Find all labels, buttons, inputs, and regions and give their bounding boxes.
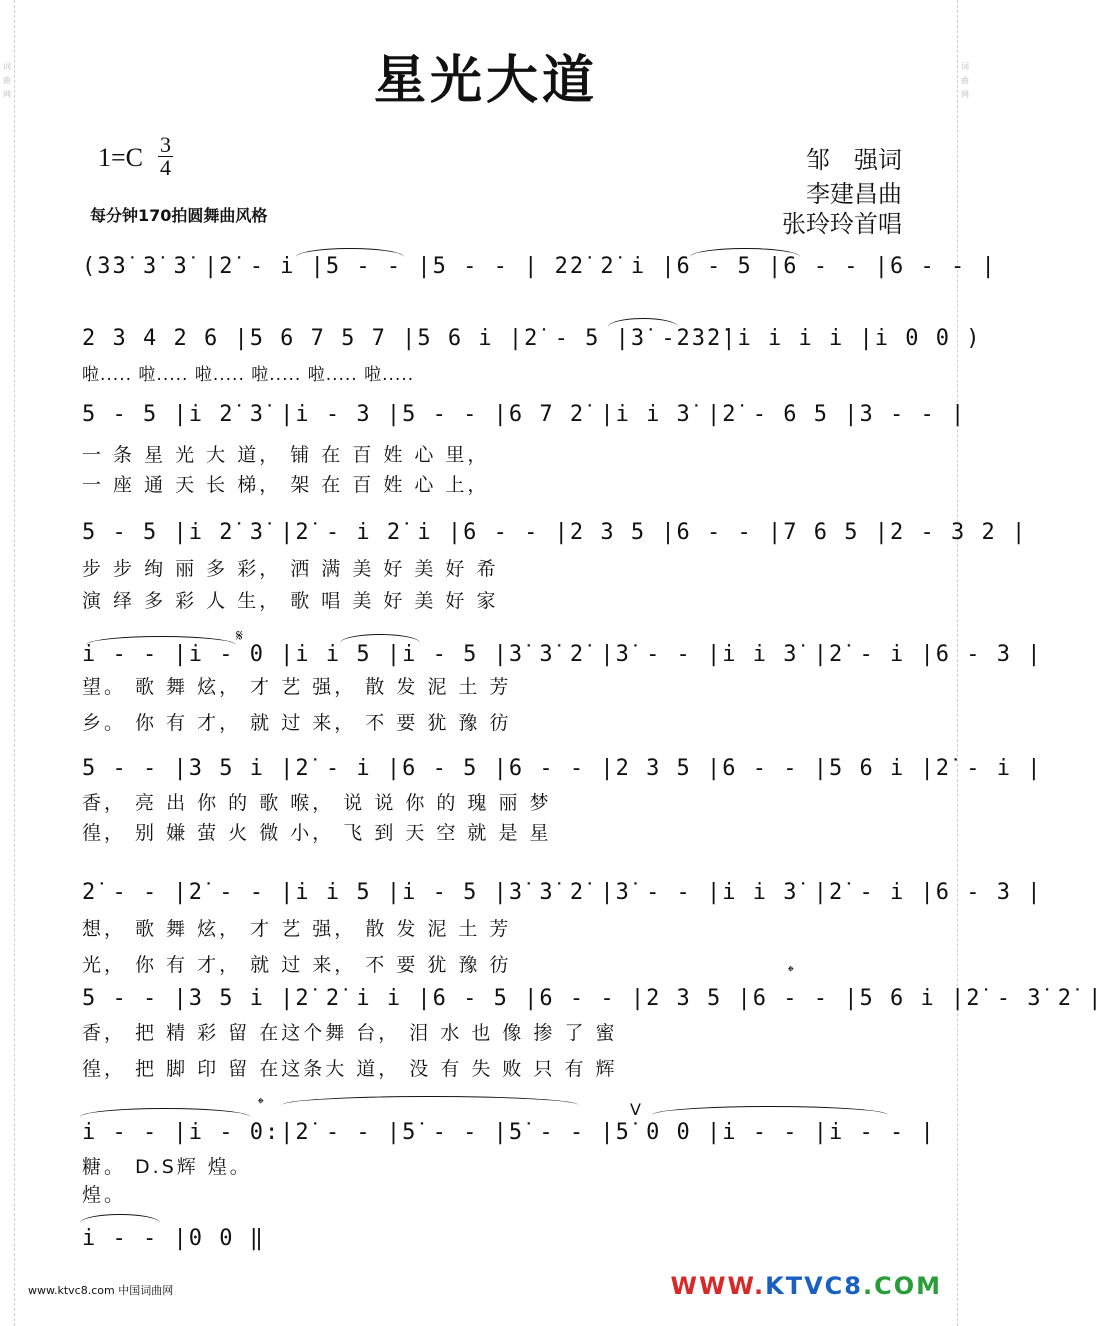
- footer-logo-brand: KTVC8: [765, 1272, 863, 1300]
- coda-sign-2: 𝄌: [258, 1094, 264, 1113]
- slur: [652, 1106, 888, 1115]
- lyric-row-6-b: 徨， 别 嫌 萤 火 微 小， 飞 到 天 空 就 是 星: [82, 822, 552, 844]
- slur: [86, 636, 236, 645]
- score-row-2: 2 3 4 2 6 |5 6 7 5 7 |5 6 i |2̇ - 5 |3̇ -2̇3̇2̇|i i i i |i 0 0 ): [82, 326, 982, 351]
- singer-credit: 张玲玲首唱: [782, 210, 902, 238]
- time-signature-bottom: 4: [160, 155, 171, 180]
- lyric-row-2-a: 啦..... 啦..... 啦..... 啦..... 啦..... 啦.....: [82, 365, 415, 385]
- lyric-row-9-a: 糖。 D.S辉 煌。: [82, 1156, 252, 1178]
- song-title: 星光大道: [373, 51, 598, 111]
- slur: [690, 248, 800, 257]
- lyric-row-8-b: 徨， 把 脚 印 留 在这条大 道， 没 有 失 败 只 有 辉: [82, 1058, 618, 1080]
- slur: [340, 634, 420, 643]
- score-row-3: 5 - 5 |i 2̇ 3̇ |i - 3 |5 - - |6 7 2̇ |i i 3̇ |2̇ - 6 5 |3 - - |: [82, 402, 967, 427]
- score-row-10: i - - |0 0 ‖: [82, 1226, 265, 1251]
- slur: [80, 1108, 250, 1117]
- tempo-note: 每分钟170拍圆舞曲风格: [90, 206, 268, 225]
- score-row-1: (3̇3̇ 3̇ 3̇ |2̇ - i |5 - - |5 - - | 2̇2̇ 2̇ i |6 - 5 |6 - - |6 - - |: [82, 254, 997, 279]
- segno-sign: 𝄋: [236, 626, 243, 645]
- score-row-8: 5 - - |3 5 i |2̇ 2̇ i i |6 - 5 |6 - - |2 3 5 |6 - - |5 6 i |2̇ - 3̇ 2̇ |: [82, 986, 1103, 1011]
- lyric-row-5-b: 乡。 你 有 才， 就 过 来， 不 要 犹 豫 彷: [82, 712, 512, 734]
- slur: [282, 1096, 578, 1105]
- time-signature: [158, 134, 173, 179]
- footer-logo-com: .COM: [862, 1272, 942, 1300]
- composer-credit: 李建昌曲: [806, 180, 902, 208]
- coda-sign-1: 𝄌: [788, 962, 794, 981]
- lyric-row-4-a: 步 步 绚 丽 多 彩， 洒 满 美 好 美 好 希: [82, 558, 499, 580]
- score-row-9: i - - |i - 0:|2̇ - - |5̇ - - |5̇ - - |5̇ 0 0 |i - - |i - - |: [82, 1120, 936, 1145]
- breath-mark: V: [630, 1100, 641, 1119]
- score-row-5: i - - |i - 0 |i i 5 |i - 5 |3̇ 3̇ 2̇ |3̇ - - |i i 3̇ |2̇ - i |6 - 3 |: [82, 642, 1043, 667]
- footer-logo-www: WWW.: [670, 1272, 766, 1300]
- lyric-row-5-a: 望。 歌 舞 炫， 才 艺 强， 散 发 泥 土 芳: [82, 676, 512, 698]
- lyricist-credit: 邹 强词: [806, 146, 902, 174]
- lyric-row-3-b: 一 座 通 天 长 梯， 架 在 百 姓 心 上，: [82, 474, 490, 496]
- score-row-4: 5 - 5 |i 2̇ 3̇ |2̇ - i 2̇ i |6 - - |2 3 5 |6 - - |7 6 5 |2 - 3 2 |: [82, 520, 1028, 545]
- slur: [296, 248, 404, 257]
- lyric-row-6-a: 香， 亮 出 你 的 歌 喉， 说 说 你 的 瑰 丽 梦: [82, 792, 552, 814]
- slur: [608, 318, 678, 327]
- key-signature: 1=C: [98, 143, 144, 172]
- slur: [80, 1214, 160, 1223]
- footer-site-text: www.ktvc8.com 中国词曲网: [28, 1284, 174, 1297]
- footer-logo: [671, 1272, 942, 1300]
- lyric-row-3-a: 一 条 星 光 大 道， 铺 在 百 姓 心 里，: [82, 444, 490, 466]
- lyric-row-4-b: 演 绎 多 彩 人 生， 歌 唱 美 好 美 好 家: [82, 590, 499, 612]
- lyric-row-8-a: 香， 把 精 彩 留 在这个舞 台， 泪 水 也 像 掺 了 蜜: [82, 1022, 618, 1044]
- right-edge-watermark: 词曲网: [957, 0, 972, 1326]
- lyric-row-9-b: 煌。: [82, 1184, 127, 1206]
- time-signature-top: 3: [160, 132, 171, 157]
- score-row-7: 2̇ - - |2̇ - - |i i 5 |i - 5 |3̇ 3̇ 2̇ |3̇ - - |i i 3̇ |2̇ - i |6 - 3 |: [82, 880, 1043, 905]
- left-edge-watermark: 词曲网: [0, 0, 15, 1326]
- lyric-row-7-b: 光， 你 有 才， 就 过 来， 不 要 犹 豫 彷: [82, 954, 512, 976]
- score-row-6: 5 - - |3 5 i |2̇ - i |6 - 5 |6 - - |2 3 5 |6 - - |5 6 i |2̇ - i |: [82, 756, 1043, 781]
- lyric-row-7-a: 想， 歌 舞 炫， 才 艺 强， 散 发 泥 土 芳: [82, 918, 512, 940]
